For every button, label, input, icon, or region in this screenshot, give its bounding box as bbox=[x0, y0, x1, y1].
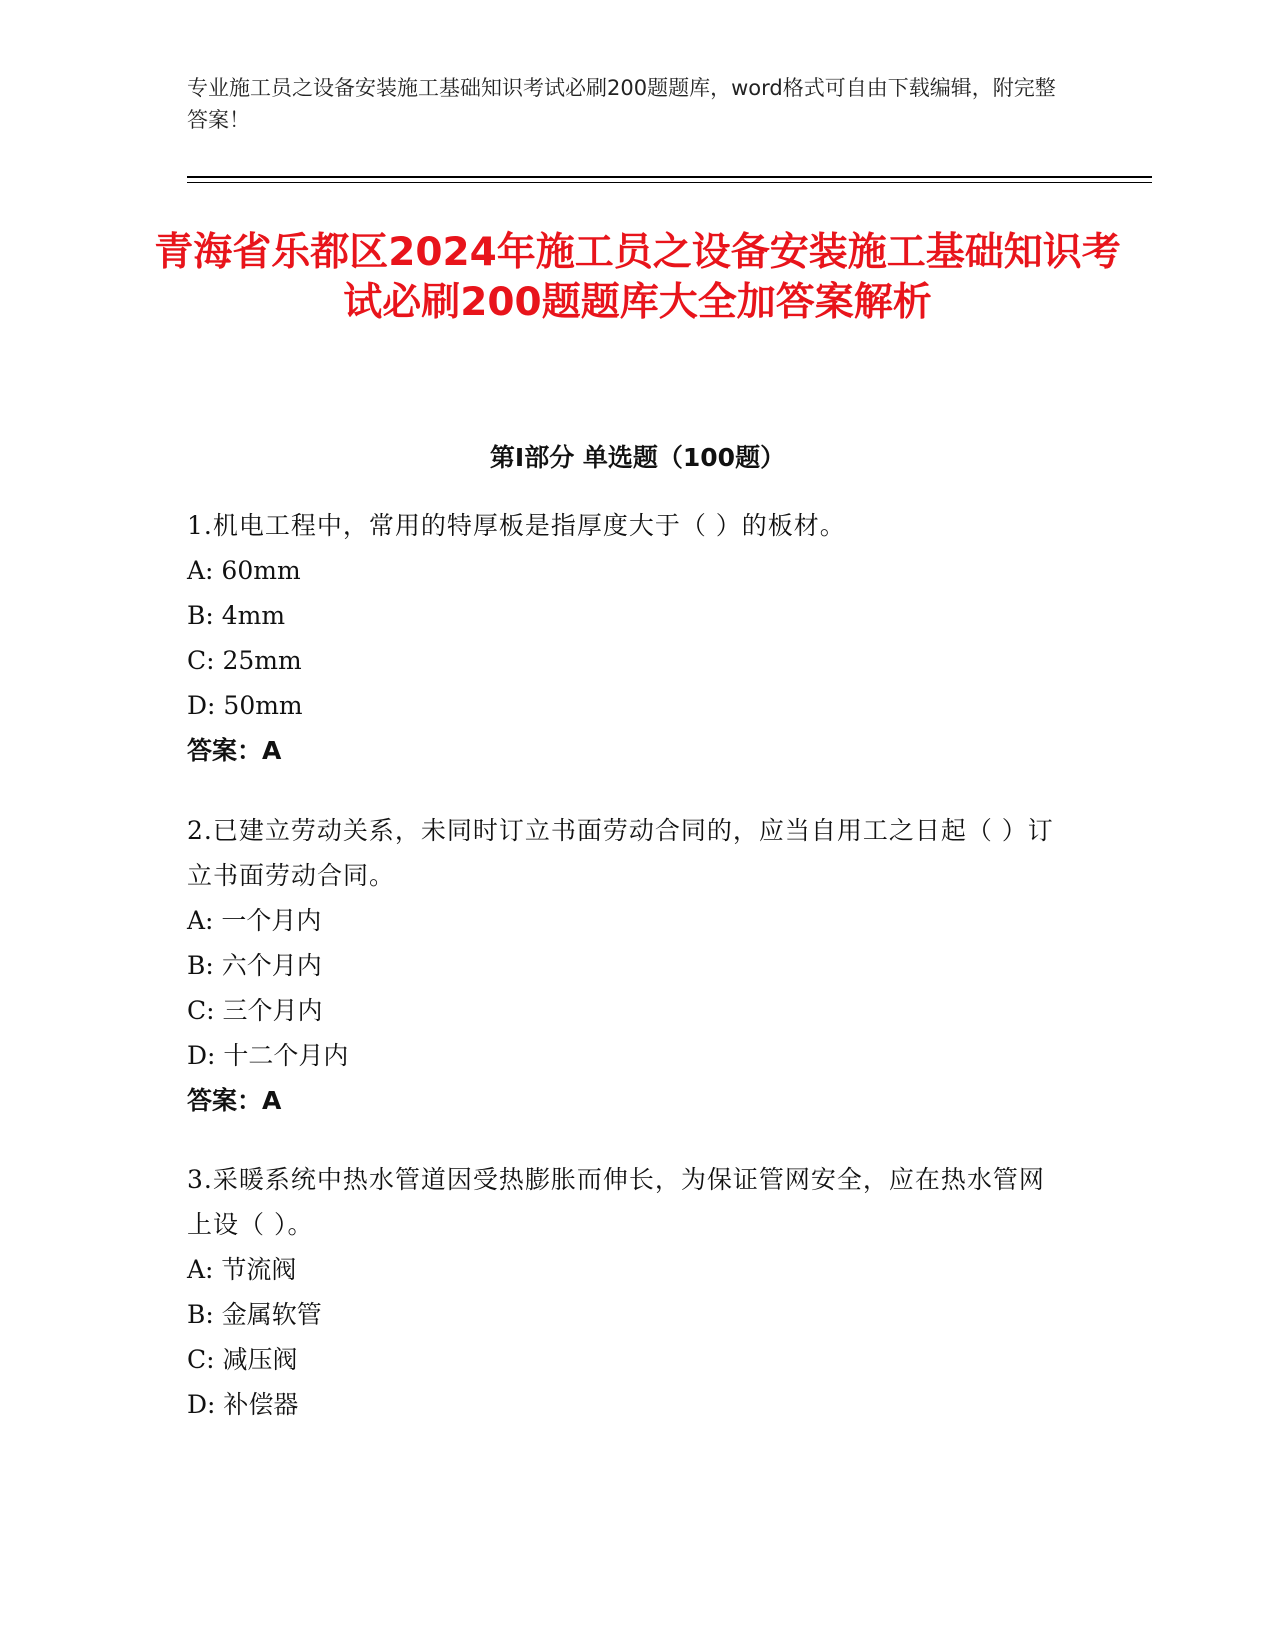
document-title: 青海省乐都区2024年施工员之设备安装施工基础知识考试必刷200题题库大全加答案解析 bbox=[154, 230, 1121, 325]
answer: 答案：A bbox=[187, 736, 282, 765]
option-c: C: 减压阀 bbox=[187, 1345, 298, 1374]
question-2 bbox=[187, 808, 1067, 1123]
header-note: 专业施工员之设备安装施工基础知识考试必刷200题题库，word格式可自由下载编辑，附完整答案！ bbox=[187, 76, 1056, 132]
option-b: B: 金属软管 bbox=[187, 1300, 322, 1329]
option-a: A: 60mm bbox=[187, 556, 301, 585]
question-stem: 3.采暖系统中热水管道因受热膨胀而伸长，为保证管网安全，应在热水管网上设（ ）。 bbox=[187, 1165, 1045, 1239]
question-1 bbox=[187, 503, 1067, 773]
question-3 bbox=[187, 1157, 1067, 1427]
header-rule-thin bbox=[187, 182, 1152, 183]
option-d: D: 补偿器 bbox=[187, 1390, 299, 1419]
section-heading: 第I部分 单选题（100题） bbox=[489, 443, 786, 472]
option-d: D: 十二个月内 bbox=[187, 1041, 349, 1070]
question-stem: 2.已建立劳动关系，未同时订立书面劳动合同的，应当自用工之日起（ ）订立书面劳动合同。 bbox=[187, 816, 1054, 890]
option-d: D: 50mm bbox=[187, 691, 303, 720]
answer: 答案：A bbox=[187, 1086, 282, 1115]
option-c: C: 三个月内 bbox=[187, 996, 323, 1025]
option-c: C: 25mm bbox=[187, 646, 302, 675]
header-rule-thick bbox=[187, 176, 1152, 178]
option-a: A: 一个月内 bbox=[187, 906, 322, 935]
option-a: A: 节流阀 bbox=[187, 1255, 297, 1284]
option-b: B: 六个月内 bbox=[187, 951, 322, 980]
question-stem: 1.机电工程中，常用的特厚板是指厚度大于（ ）的板材。 bbox=[187, 511, 846, 540]
option-b: B: 4mm bbox=[187, 601, 286, 630]
